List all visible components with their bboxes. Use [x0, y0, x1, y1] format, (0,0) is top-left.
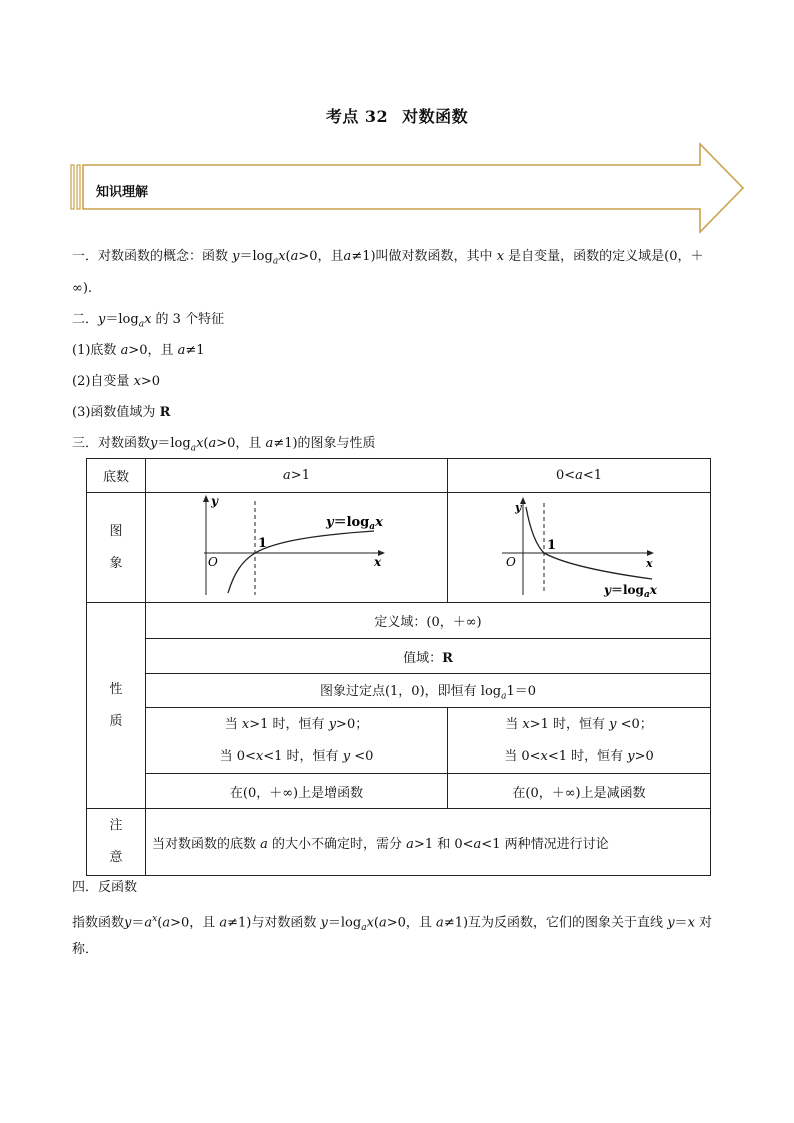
- section1-line1: 一．对数函数的概念：函数 $y=\log_ax(a>0$，且a≠1)叫做对数函数，其中 x 是自变量，函数的定义域是(0，＋: [72, 249, 704, 267]
- svg-text:1: 1: [258, 536, 268, 551]
- section1-line2: ∞).: [72, 281, 93, 296]
- graph-decreasing: [448, 493, 711, 603]
- range-row: 值域：R: [146, 639, 711, 674]
- col-a-between: 0<a<1: [448, 459, 711, 493]
- svg-text:y＝logax: $y=\log_ax$: [604, 583, 657, 598]
- domain-row: 定义域：(0，＋∞): [146, 603, 711, 639]
- graph-label: 图 象: [87, 493, 146, 603]
- note-text: 当对数函数的底数 a 的大小不确定时，需分 a>1 和 0<a<1 两种情况进行讨论: [146, 809, 711, 876]
- svg-text:1: 1: [547, 538, 557, 553]
- section-banner: [70, 142, 746, 234]
- svg-text:x: x: [374, 555, 382, 569]
- svg-text:x: x: [646, 557, 653, 570]
- sign-left: 当 x>1 时，恒有 y>0； 当 0<x<1 时，恒有 y <0: [146, 708, 448, 774]
- log-graph-decreasing: [448, 493, 710, 598]
- col-a-gt-1: a>1: [146, 459, 448, 493]
- graph-increasing: [146, 493, 448, 603]
- feature-item: (1)底数 a>0，且 a≠1: [72, 343, 205, 358]
- title-prefix: 考点 32: [325, 107, 389, 126]
- section4-line1: 指数函数$y=a^x(a>0$，且 a≠1)与对数函数 $y=\log_ax(a>0$，且 a≠1)互为反函数，它们的图象关于直线 y＝x 对: [72, 914, 713, 933]
- properties-table: [86, 458, 711, 876]
- page-title: [0, 104, 794, 127]
- monotonic-right: 在(0，＋∞)上是减函数: [448, 774, 711, 809]
- banner-label: 知识理解: [96, 185, 149, 200]
- base-label: 底数: [87, 459, 146, 493]
- section3-heading: 三．对数函数$y=\log_ax(a>0$，且 a≠1)的图象与性质: [72, 436, 376, 454]
- log-graph-increasing: [146, 493, 447, 598]
- monotonic-left: 在(0，＋∞)上是增函数: [146, 774, 448, 809]
- svg-text:O: O: [208, 555, 218, 569]
- feature-item: (2)自变量 x>0: [72, 374, 161, 389]
- fixed-point-row: 图象过定点(1，0)，即恒有 $\log_a1=0$: [146, 674, 711, 708]
- feature-item: (3)函数值域为 R: [72, 405, 171, 420]
- property-label: 性 质: [87, 603, 146, 809]
- svg-text:y: y: [211, 494, 218, 508]
- title-main: 对数函数: [402, 107, 469, 126]
- svg-text:y: y: [515, 501, 522, 514]
- section4-line2: 称．: [72, 942, 99, 957]
- sign-right: 当 x>1 时，恒有 y <0； 当 0<x<1 时，恒有 y>0: [448, 708, 711, 774]
- svg-text:y＝logax: $y=\log_ax$: [326, 515, 383, 532]
- section4-heading: 四．反函数: [72, 880, 138, 895]
- svg-text:O: O: [506, 555, 516, 569]
- note-label: 注 意: [87, 809, 146, 876]
- section2-heading: 二．$y=\log_ax$ 的 3 个特征: [72, 312, 225, 330]
